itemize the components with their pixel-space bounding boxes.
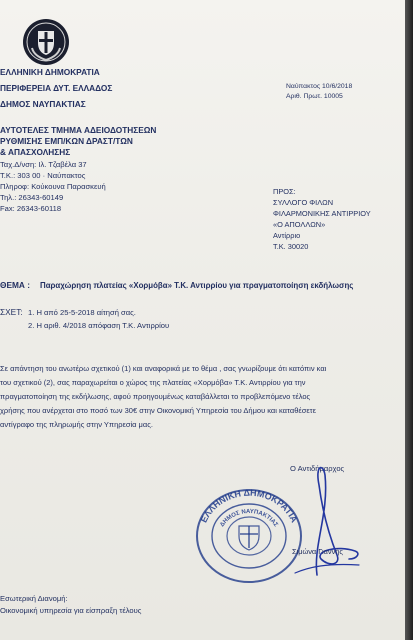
recipient-line1: ΣΥΛΛΟΓΟ ΦΙΛΩΝ [273, 198, 334, 207]
dept-contact: Πληροφ: Κούκουνα Παρασκευή [0, 182, 106, 191]
recipient-line3: «Ο ΑΠΟΛΛΩΝ» [273, 220, 326, 229]
header-municipality: ΔΗΜΟΣ ΝΑΥΠΑΚΤΙΑΣ [0, 99, 86, 109]
seal-inner-text: ΔΗΜΟΣ ΝΑΥΠΑΚΤΙΑΣ [219, 508, 279, 529]
document-date: Ναύπακτος 10/6/2018 [286, 83, 353, 90]
recipient-line2: ΦΙΛΑΡΜΟΝΙΚΗΣ ΑΝΤΙΡΡΙΟΥ [273, 209, 371, 218]
references-label: ΣΧΕΤ: [0, 307, 23, 317]
protocol-number: Αριθ. Πρωτ. 10005 [286, 93, 343, 100]
header-region: ΠΕΡΙΦΕΡΕΙΑ ΔΥΤ. ΕΛΛΑΔΟΣ [0, 83, 113, 93]
distribution-item: Οικονομική υπηρεσία για είσπραξη τέλους [0, 606, 142, 615]
greek-emblem-icon [22, 18, 70, 66]
subject-text: Παραχώρηση πλατείας «Χορμόβα» Τ.Κ. Αντιρρίου για πραγματοποίηση εκδήλωσης [40, 281, 354, 290]
recipient-label: ΠΡΟΣ: [273, 187, 296, 196]
header-country: ΕΛΛΗΝΙΚΗ ΔΗΜΟΚΡΑΤΙΑ [0, 67, 100, 77]
recipient-line5: Τ.Κ. 30020 [273, 242, 309, 251]
signatory-name: Σιμώνα Γιαννής [292, 547, 343, 556]
body-line-3: πραγματοποίηση της εκδήλωσης, αφού προηγουμένως καταβάλλεται το προβλεπόμενο τέλος [0, 392, 311, 401]
page-edge-shadow [405, 0, 413, 640]
dept-postcode: Τ.Κ.: 303 00 · Ναύπακτος [0, 171, 86, 180]
reference-item-2: 2. Η αριθ. 4/2018 απόφαση Τ.Κ. Αντιρρίου [28, 321, 170, 330]
recipient-line4: Αντίρριο [273, 231, 301, 240]
dept-line3: & ΑΠΑΣΧΟΛΗΣΗΣ [0, 147, 71, 157]
body-line-1: Σε απάντηση του ανωτέρω σχετικού (1) και αναφορικά με το θέμα , σας γνωρίζουμε ότι κατόπιν και [0, 364, 327, 373]
seal-outer-text: ΕΛΛΗΝΙΚΗ ΔΗΜΟΚΡΑΤΙΑ [198, 488, 300, 525]
body-line-5: αντίγραφο της πληρωμής στην Υπηρεσία μας. [0, 420, 153, 429]
dept-line2: ΡΥΘΜΙΣΗΣ ΕΜΠ/ΚΩΝ ΔΡΑΣΤ/ΤΩΝ [0, 136, 133, 146]
handwritten-signature [285, 455, 365, 585]
body-line-2: του σχετικού (2), σας παραχωρείται ο χώρος της πλατείας «Χορμόβα» Τ.Κ. Αντιρρίου για την [0, 378, 306, 387]
dept-line1: ΑΥΤΟΤΕΛΕΣ ΤΜΗΜΑ ΑΔΕΙΟΔΟΤΗΣΕΩΝ [0, 125, 157, 135]
reference-item-1: 1. Η από 25-5-2018 αίτησή σας. [28, 308, 136, 317]
dept-address: Ταχ.Δ/νση: Ιλ. Τζαβέλα 37 [0, 160, 87, 169]
dept-phone: Τηλ.: 26343-60149 [0, 193, 64, 202]
subject-label: ΘΕΜΑ : [0, 280, 30, 290]
distribution-label: Εσωτερική Διανομή: [0, 594, 68, 603]
dept-fax: Fax: 26343-60118 [0, 204, 62, 213]
body-line-4: χρήσης που ανέρχεται στο ποσό των 30€ στην Οικονομική Υπηρεσία του Δήμου και καταθέσετε [0, 406, 316, 415]
signatory-title: Ο Αντιδήμαρχος [290, 464, 345, 473]
